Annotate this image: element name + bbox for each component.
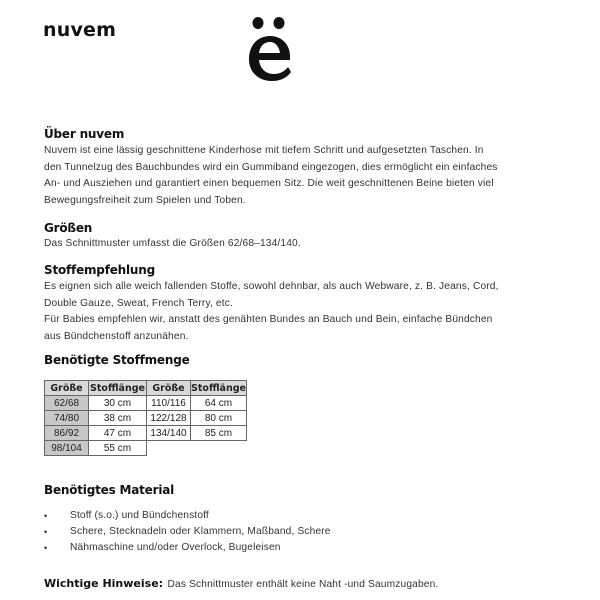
list-item-text: Stoff (s.o.) und Bündchenstoff (70, 510, 209, 521)
length-cell: 38 cm (89, 411, 147, 426)
fabric-amount-table (44, 380, 247, 456)
table-row (45, 441, 247, 456)
table-row (45, 396, 247, 411)
length-cell: 55 cm (89, 441, 147, 456)
size-cell: 98/104 (45, 441, 89, 456)
fabric-amount-heading: Benötigte Stoffmenge (44, 353, 190, 367)
bullet-icon: • (44, 511, 48, 521)
list-item (44, 508, 331, 524)
fabric-text (44, 279, 564, 345)
note-label: Wichtige Hinweise: (44, 577, 164, 590)
about-line: An- und Ausziehen und garantiert einen bequemen Sitz. Die weit geschnittenen Beine bieten viel (44, 178, 494, 189)
size-cell: 134/140 (147, 426, 191, 441)
e-umlaut-logo-icon (239, 14, 299, 84)
material-list (44, 508, 331, 556)
fabric-line: Es eignen sich alle weich fallenden Stoffe, sowohl dehnbar, als auch Webware, z. B. Jeans, Cord, (44, 281, 499, 292)
size-cell: 74/80 (45, 411, 89, 426)
fabric-line: Für Babies empfehlen wir, anstatt des genähten Bundes an Bauch und Bein, einfache Bündchen (44, 314, 493, 325)
about-line: Nuvem ist eine lässig geschnittene Kinderhose mit tiefem Schritt und aufgesetzten Taschen. In (44, 145, 484, 156)
about-line: Bewegungsfreiheit zum Spielen und Toben. (44, 194, 246, 206)
table-row (45, 411, 247, 426)
length-cell: 85 cm (191, 426, 247, 441)
list-item (44, 540, 331, 556)
size-cell: 122/128 (147, 411, 191, 426)
size-cell: 110/116 (147, 396, 191, 411)
about-text (44, 143, 564, 209)
column-header-length: Stofflänge (90, 382, 145, 394)
list-item (44, 524, 331, 540)
length-cell: 64 cm (191, 396, 247, 411)
length-cell: 47 cm (89, 426, 147, 441)
bullet-icon: • (44, 527, 48, 537)
page-title: nuvem (43, 19, 117, 41)
column-header-length: Stofflänge (191, 382, 246, 394)
fabric-line: aus Bündchenstoff anzunähen. (44, 330, 189, 342)
important-note (44, 574, 438, 592)
about-heading: Über nuvem (44, 127, 125, 141)
bullet-icon: • (44, 543, 48, 553)
about-line: den Tunnelzug des Bauchbundes wird ein Gummiband eingezogen, dies ermöglicht ein einfaches (44, 161, 498, 173)
size-cell: 86/92 (45, 426, 89, 441)
column-header-size: Größe (147, 381, 191, 396)
sizes-text (44, 236, 564, 253)
list-item-text: Schere, Stecknadeln oder Klammern, Maßband, Schere (70, 526, 331, 537)
fabric-heading: Stoffempfehlung (44, 263, 155, 277)
fabric-line: Double Gauze, Sweat, French Terry, etc. (44, 297, 233, 309)
column-header-size: Größe (45, 381, 89, 396)
note-text: Das Schnittmuster enthält keine Naht -und Saumzugaben. (167, 579, 439, 590)
table-header-row (45, 381, 247, 396)
length-cell: 30 cm (89, 396, 147, 411)
length-cell: 80 cm (191, 411, 247, 426)
material-heading: Benötigtes Material (44, 483, 175, 497)
empty-cell (147, 441, 191, 456)
list-item-text: Nähmaschine und/oder Overlock, Bugeleisen (70, 542, 281, 553)
empty-cell (191, 441, 247, 456)
size-cell: 62/68 (45, 396, 89, 411)
sizes-heading: Größen (44, 221, 93, 235)
table-row (45, 426, 247, 441)
sizes-line: Das Schnittmuster umfasst die Größen 62/68–134/140. (44, 238, 301, 249)
